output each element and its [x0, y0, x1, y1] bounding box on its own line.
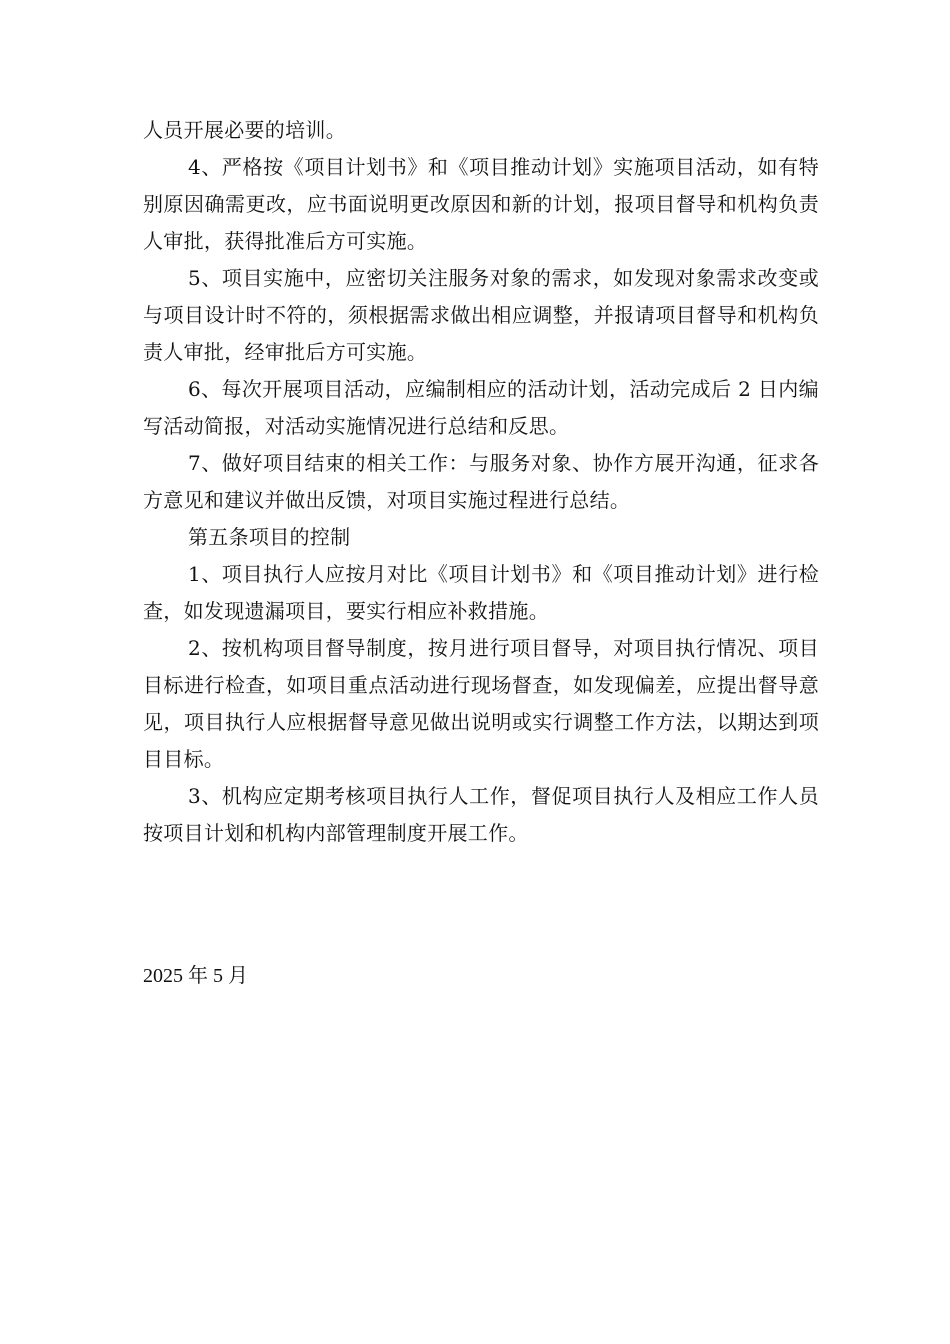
paragraph-continuation: 人员开展必要的培训。	[143, 118, 346, 142]
section-heading-article-5: 第五条项目的控制	[188, 525, 351, 549]
paragraph-item-5: 5、项目实施中，应密切关注服务对象的需求，如发现对象需求改变或与项目设计时不符的，须根据需求做出相应调整，并报请项目督导和机构负责人审批，经审批后方可实施。	[143, 266, 819, 364]
paragraph-control-3: 3、机构应定期考核项目执行人工作，督促项目执行人及相应工作人员按项目计划和机构内部管理制度开展工作。	[143, 784, 819, 845]
document-body	[143, 112, 819, 852]
paragraph-item-7: 7、做好项目结束的相关工作：与服务对象、协作方展开沟通，征求各方意见和建议并做出反馈，对项目实施过程进行总结。	[143, 451, 819, 512]
paragraph-item-6: 6、每次开展项目活动，应编制相应的活动计划，活动完成后 2 日内编写活动简报，对活动实施情况进行总结和反思。	[143, 377, 819, 438]
document-date: 2025 年 5 月	[143, 965, 248, 987]
paragraph-control-2: 2、按机构项目督导制度，按月进行项目督导，对项目执行情况、项目目标进行检查，如项目重点活动进行现场督查，如发现偏差，应提出督导意见，项目执行人应根据督导意见做出说明或实行调整工作方法，以期达到项目目标。	[143, 636, 819, 771]
paragraph-control-1: 1、项目执行人应按月对比《项目计划书》和《项目推动计划》进行检查，如发现遗漏项目，要实行相应补救措施。	[143, 562, 819, 623]
paragraph-item-4: 4、严格按《项目计划书》和《项目推动计划》实施项目活动，如有特别原因确需更改，应书面说明更改原因和新的计划，报项目督导和机构负责人审批，获得批准后方可实施。	[143, 155, 819, 253]
